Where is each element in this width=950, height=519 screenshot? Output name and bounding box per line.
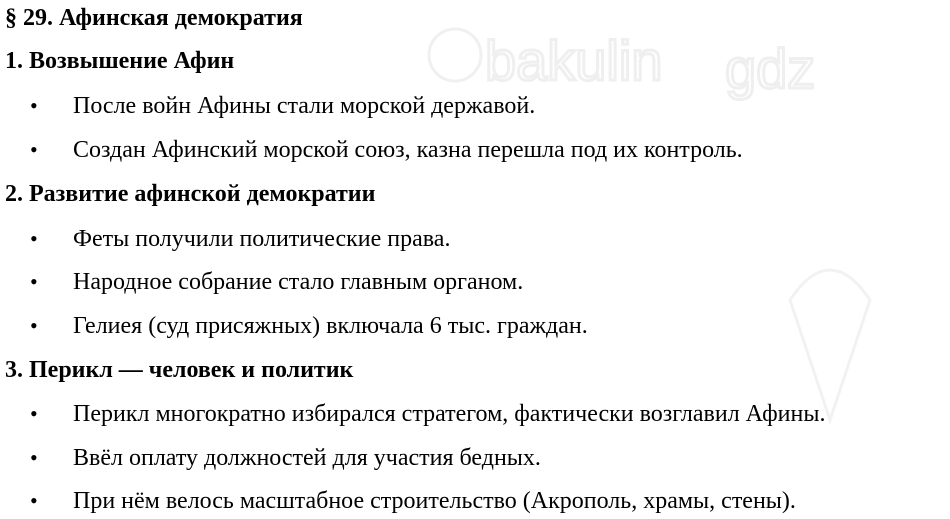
list-item-text: Феты получили политические права. (73, 226, 451, 252)
list-item-text: При нём велось масштабное строительство (Акрополь, храмы, стены). (73, 488, 796, 514)
list-item (0, 224, 950, 254)
list-item-text: Ввёл оплату должностей для участия бедных. (73, 445, 541, 471)
list-item (0, 443, 950, 473)
list-item (0, 267, 950, 297)
bullet-icon: • (30, 269, 38, 294)
bullet-icon: • (30, 137, 38, 162)
bullet-icon: • (30, 445, 38, 470)
list-item-text: Перикл многократно избирался стратегом, фактически возглавил Афины. (73, 401, 826, 427)
bullet-icon: • (30, 226, 38, 251)
bullet-icon: • (30, 93, 38, 118)
list-item-text: Создан Афинский морской союз, казна перешла под их контроль. (73, 137, 743, 163)
page-title: § 29. Афинская демократия (5, 5, 303, 31)
section-heading-2: 2. Развитие афинской демократии (5, 181, 376, 207)
list-item-text: Народное собрание стало главным органом. (73, 269, 524, 295)
bullet-icon: • (30, 313, 38, 338)
list-item (0, 399, 950, 429)
list-item-text: После войн Афины стали морской державой. (73, 93, 536, 119)
list-item (0, 311, 950, 341)
list-item (0, 135, 950, 165)
section-heading-1: 1. Возвышение Афин (5, 48, 235, 74)
watermark-text-secondary: gdz (725, 37, 816, 100)
section-heading-3: 3. Перикл — человек и политик (5, 357, 354, 383)
bullet-icon: • (30, 401, 38, 426)
list-item (0, 486, 950, 516)
watermark-text-main: bakulin (485, 29, 663, 92)
list-item (0, 91, 950, 121)
list-item-text: Гелиея (суд присяжных) включала 6 тыс. граждан. (73, 313, 588, 339)
bullet-icon: • (30, 488, 38, 513)
